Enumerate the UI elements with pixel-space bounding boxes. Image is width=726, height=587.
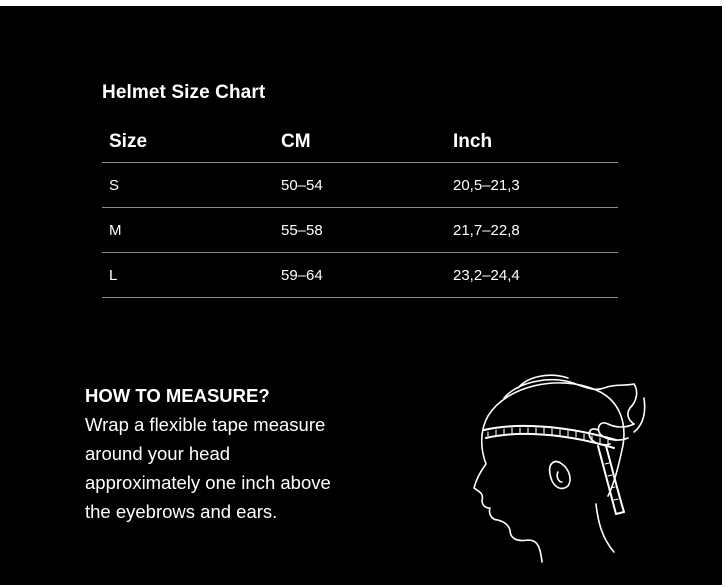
instruction-line: Wrap a flexible tape measure bbox=[85, 414, 326, 435]
size-table bbox=[102, 131, 618, 298]
size-cell: S bbox=[109, 176, 120, 194]
chart-title: Helmet Size Chart bbox=[102, 82, 266, 103]
cm-cell: 50–54 bbox=[281, 176, 323, 194]
head-with-tape-measure-icon bbox=[458, 368, 650, 564]
column-header-inch: Inch bbox=[453, 131, 493, 152]
table-row bbox=[102, 253, 618, 298]
inch-cell: 23,2–24,4 bbox=[453, 266, 520, 284]
size-cell: L bbox=[109, 266, 118, 284]
inch-cell: 20,5–21,3 bbox=[453, 176, 520, 194]
cm-cell: 55–58 bbox=[281, 221, 323, 239]
column-header-size: Size bbox=[109, 131, 148, 152]
instruction-line: around your head bbox=[85, 443, 231, 464]
measure-heading: HOW TO MEASURE? bbox=[85, 385, 270, 406]
table-row bbox=[102, 163, 618, 208]
size-chart-panel bbox=[0, 6, 722, 585]
inch-cell: 21,7–22,8 bbox=[453, 221, 520, 239]
column-header-cm: CM bbox=[281, 131, 311, 152]
table-header-row bbox=[102, 131, 618, 163]
measure-instructions bbox=[85, 410, 415, 526]
cm-cell: 59–64 bbox=[281, 266, 323, 284]
table-row bbox=[102, 208, 618, 253]
size-cell: M bbox=[109, 221, 122, 239]
how-to-measure-section bbox=[85, 382, 415, 526]
instruction-line: approximately one inch above bbox=[85, 472, 331, 493]
instruction-line: the eyebrows and ears. bbox=[85, 501, 278, 522]
